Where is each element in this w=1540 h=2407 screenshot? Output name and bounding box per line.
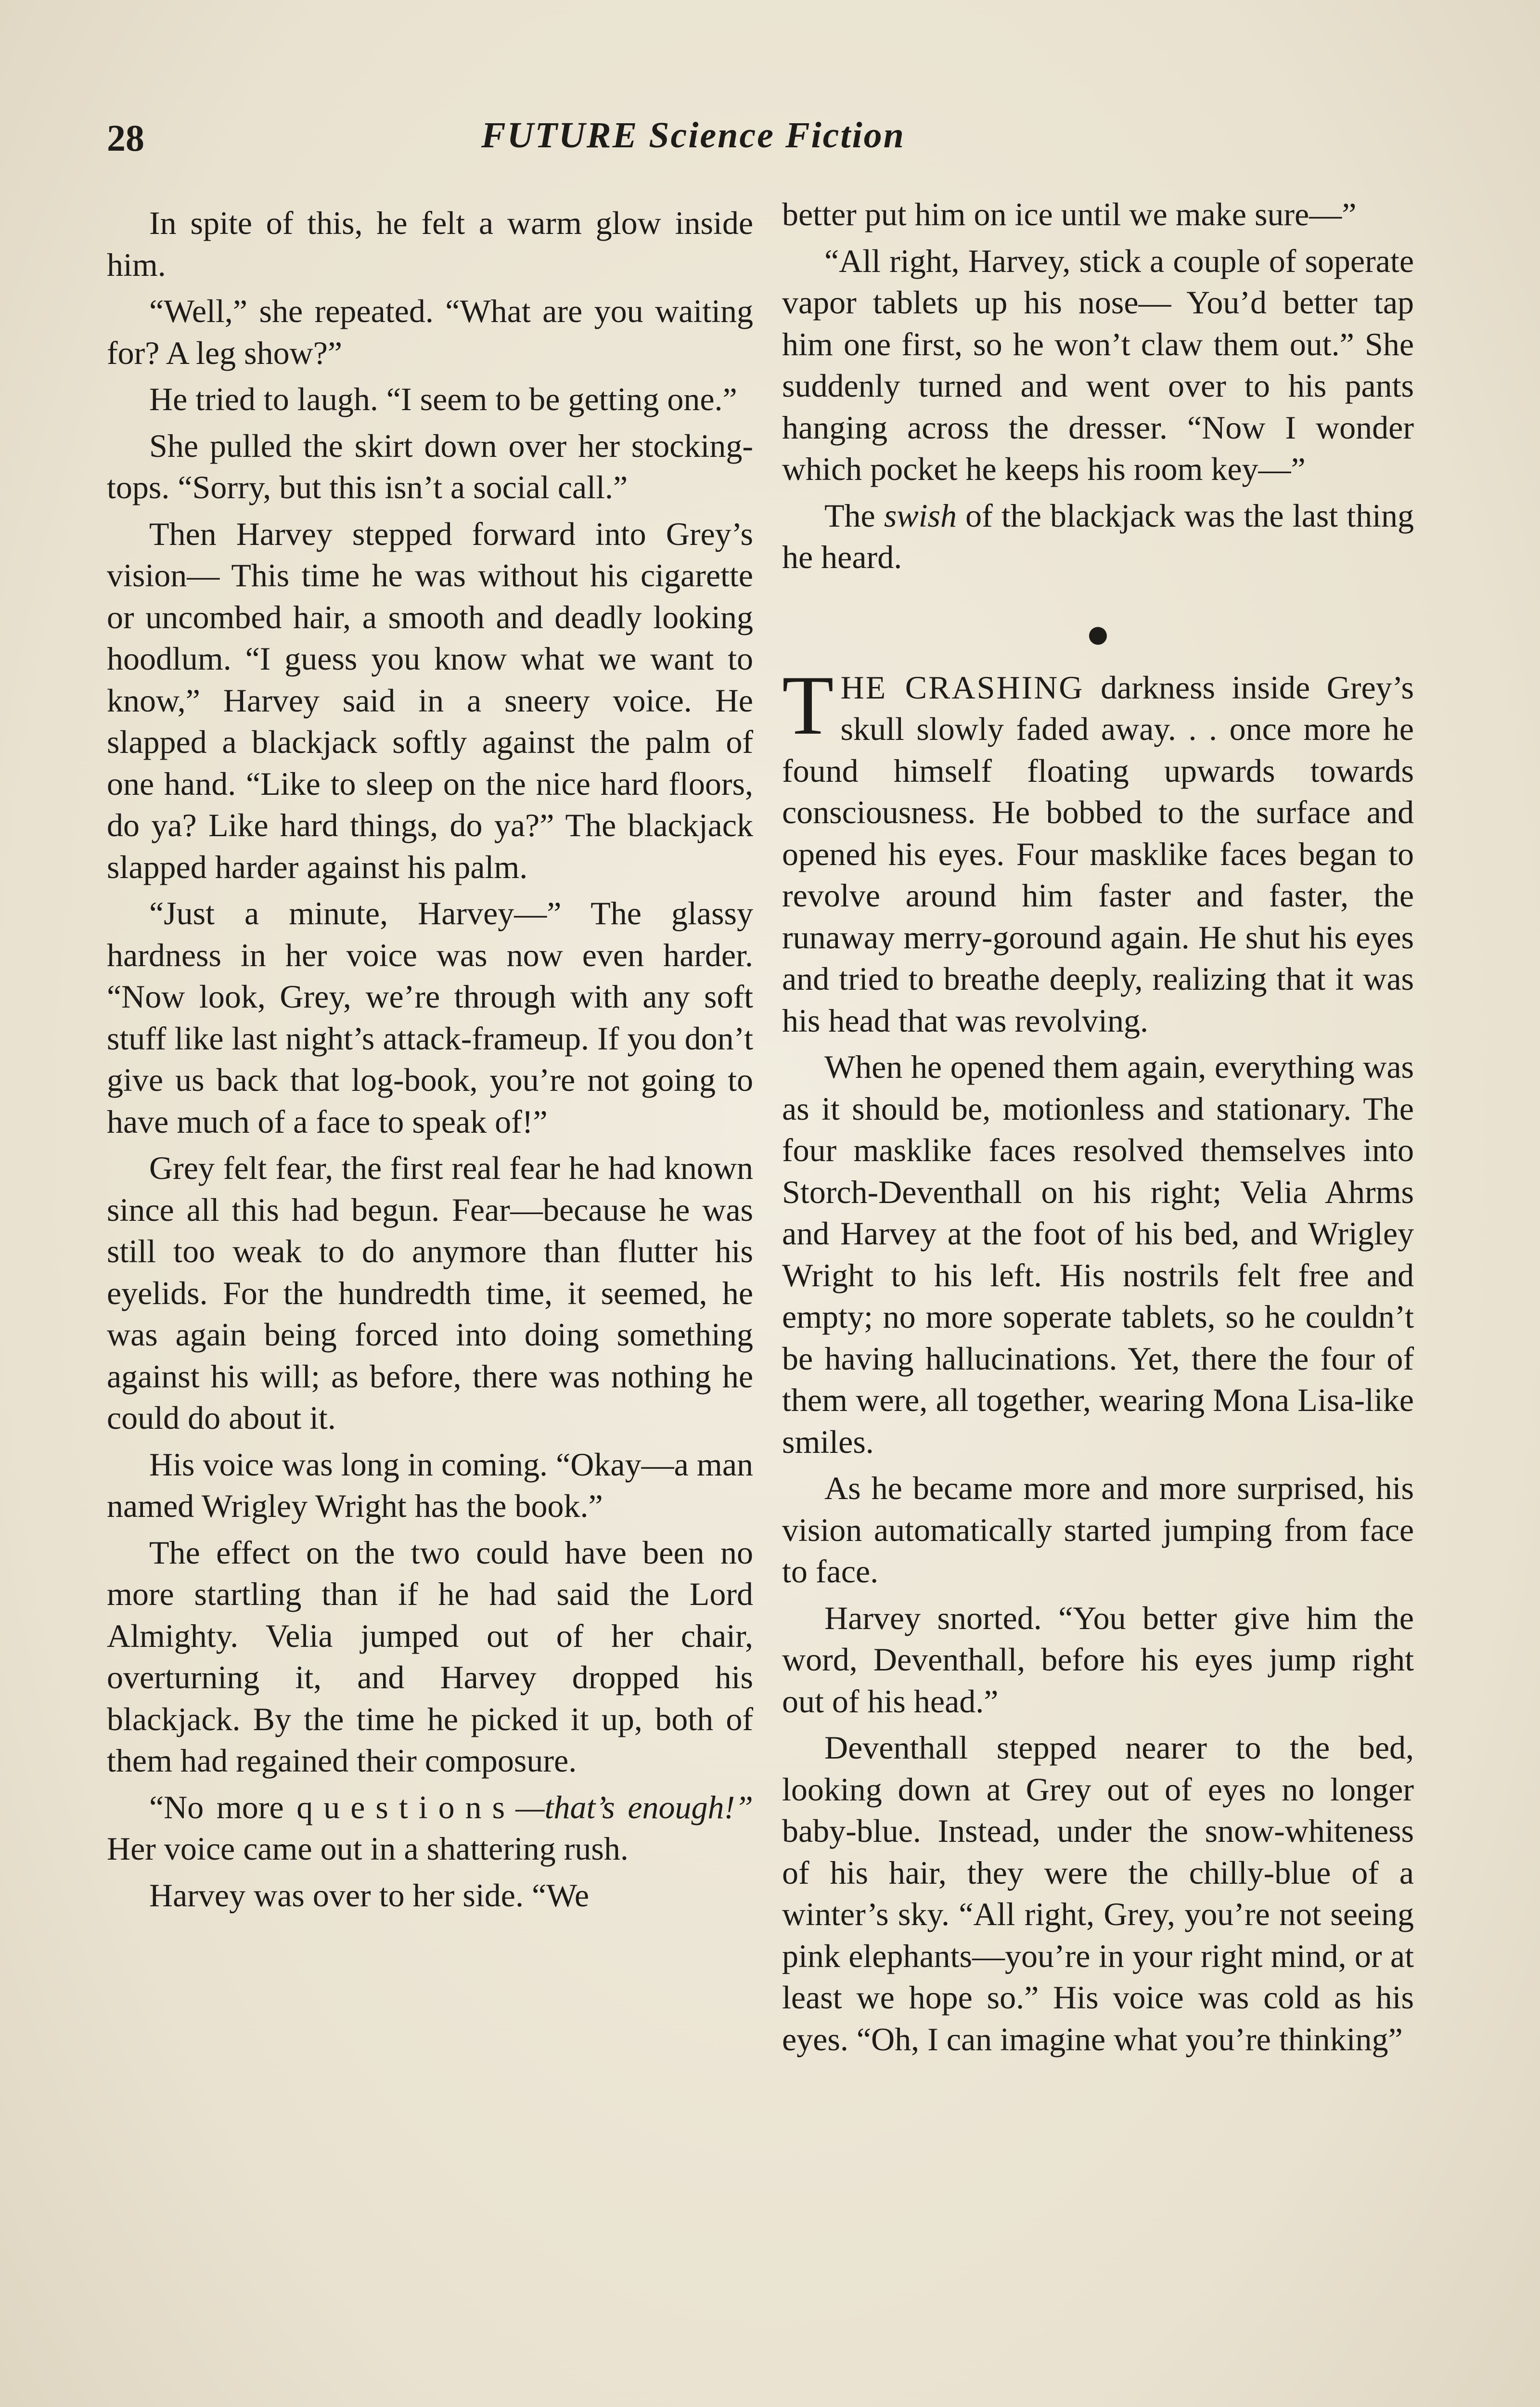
paragraph: His voice was long in coming. “Okay—a man named Wrigley Wright has the book.” (107, 1446, 753, 1524)
paragraph: Grey felt fear, the first real fear he had known since all this had begun. Fear—because he was still too weak to do anymore than flutter his eyelids. For the hundredth time, it seemed, he was again being forced into doing something against his will; as before, there was nothing he could do about it. (107, 1150, 753, 1436)
paragraph (782, 495, 1414, 578)
paragraph: She pulled the skirt down over her stocking-tops. “Sorry, but this isn’t a social call.” (107, 427, 753, 505)
paragraph: Then Harvey stepped forward into Grey’s vision— This time he was without his cigarette or uncombed hair, a smooth and deadly looking hoodlum. “I guess you know what we want to know,” Harvey said in a sneery voice. He slapped a blackjack softly against the palm of one hand. “Like to sleep on the nice hard floors, do ya? Like hard things, do ya?” The blackjack slapped harder against his palm. (107, 515, 753, 885)
paragraph: Harvey snorted. “You better give him the word, Deventhall, before his eyes jump right out of his head.” (782, 1599, 1414, 1720)
dropcap-paragraph (782, 658, 1414, 1042)
italic-text: —that’s enough!” (515, 1788, 754, 1825)
page-number: 28 (107, 117, 144, 159)
section-break-bullet: ● (1085, 610, 1111, 657)
text-run: The (824, 497, 875, 534)
drop-cap: T (782, 658, 834, 752)
spaced-word: questions (296, 1788, 516, 1825)
paragraph: When he opened them again, everything was as it should be, motionless and stationary. The four masklike faces resolved themselves into Storch-Deventhall on his right; Velia Ahrms and Harvey at the foot of his bed, and Wrigley Wright to his left. His nostrils felt free and empty; no more soperate tablets, so he couldn’t be having hallucinations. Yet, there the four of them were, all together, wearing Mona Lisa-like smiles. (782, 1048, 1414, 1460)
paragraph: The effect on the two could have been no more startling than if he had said the Lord Almighty. Velia jumped out of her chair, overturning it, and Harvey dropped his blackjack. By the time he picked it up, both of them had regained their composure. (107, 1534, 753, 1779)
continued-paragraph: better put him on ice until we make sure—” (782, 196, 1357, 233)
text-run: darkness inside Grey’s skull slowly faded away. . . once more he found himself floating upwards towards consciousness. He bobbed to the surface and opened his eyes. Four masklike faces began to revolve around him faster and faster, the runaway merry-goround again. He shut his eyes and tried to breathe deeply, realizing that it was his head that was revolving. (782, 669, 1414, 1039)
paragraph: “Just a minute, Harvey—” The glassy hardness in her voice was now even harder. “Now look, Grey, we’re through with any soft stuff like last night’s attack-frameup. If you don’t give us back that log-book, you’re not going to have much of a face to speak of!” (107, 895, 753, 1140)
paragraph: He tried to laugh. “I seem to be getting one.” (149, 381, 737, 417)
dialogue-text: “No more (149, 1788, 284, 1825)
dialogue-text: Her voice came out in a shattering rush. (107, 1830, 629, 1867)
paragraph: In spite of this, he felt a warm glow inside him. (107, 205, 753, 283)
paragraph: “Well,” she repeated. “What are you waiting for? A leg show?” (107, 293, 753, 371)
paragraph: Deventhall stepped nearer to the bed, looking down at Grey out of eyes no longer baby-blue. Instead, under the snow-whiteness of his hair, they were the chilly-blue of a winter’s sky. “All right, Grey, you’re not seeing pink elephants—you’re in your right mind, or at least we hope so.” His voice was cold as his eyes. “Oh, I can imagine what you’re thinking” (782, 1729, 1414, 2058)
left-column (107, 202, 753, 2407)
paragraph: Harvey was over to her side. “We (149, 1876, 590, 1914)
small-caps-lead: HE CRASHING (840, 669, 1084, 706)
paragraph (107, 1786, 753, 1870)
right-column (782, 194, 1414, 2407)
text-run: of the blackjack was the last thing he heard. (782, 497, 1414, 575)
italic-text: swish (884, 497, 957, 534)
page-header (0, 112, 1540, 169)
running-title: FUTURE Science Fiction (481, 115, 905, 155)
paragraph: As he became more and more surprised, his vision automatically started jumping from face to face. (782, 1470, 1414, 1590)
paragraph: “All right, Harvey, stick a couple of soperate vapor tablets up his nose— You’d better tap him one first, so he won’t claw them out.” She suddenly turned and went over to his pants hanging across the dresser. “Now I wonder which pocket he keeps his room key—” (782, 242, 1414, 487)
